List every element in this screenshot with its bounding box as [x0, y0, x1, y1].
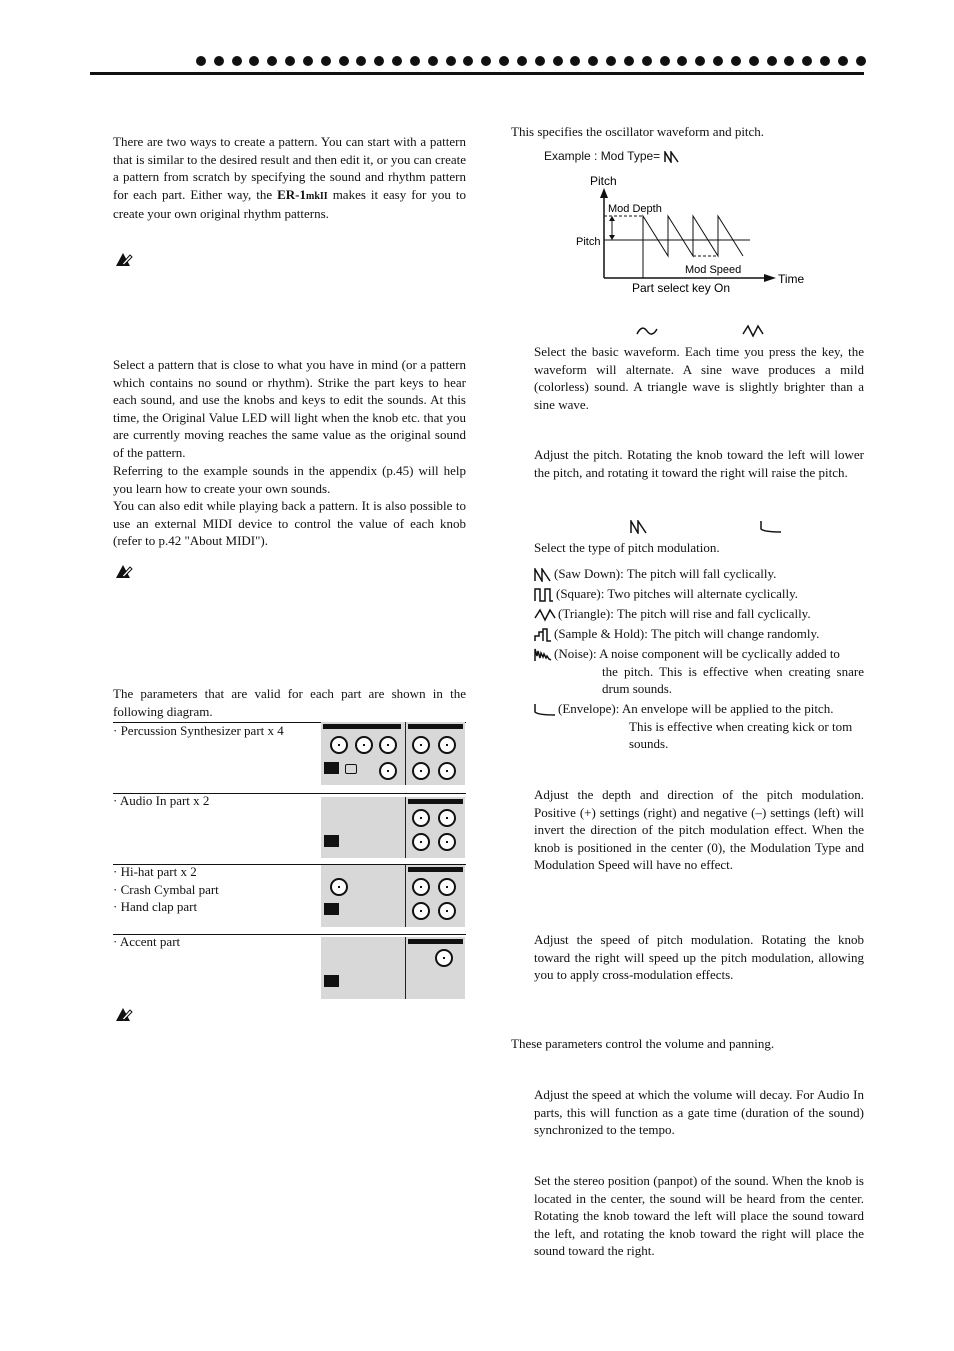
part-select-button [324, 975, 339, 987]
wave-button [324, 762, 339, 774]
header-dot [267, 56, 277, 66]
header-dot [695, 56, 705, 66]
pitch-axis-label: Pitch [590, 174, 617, 188]
wave-switch [345, 764, 357, 774]
edit-playback-paragraph: You can also edit while playing back a pattern. It is also possible to use an external MIDI device to control the value of each knob (refer to p.42 "About MIDI"). [113, 498, 466, 549]
audio-in-panel-diagram [321, 797, 465, 858]
decay-knob [412, 809, 430, 827]
header-dot [553, 56, 563, 66]
header-dot [428, 56, 438, 66]
oscillator-header [323, 724, 401, 729]
header-dot [606, 56, 616, 66]
header-dot [624, 56, 634, 66]
part-label-accent: · Accent part [113, 934, 181, 949]
mod-speed-label: Mod Speed [685, 264, 742, 276]
header-dot [642, 56, 652, 66]
time-axis-label: Time [778, 272, 805, 286]
referring-paragraph: Referring to the example sounds in the appendix (p.45) will help you learn how to create your own sounds. [113, 463, 466, 496]
header-dot [535, 56, 545, 66]
header-dot [392, 56, 402, 66]
pitch-modulation-graph [570, 170, 810, 300]
header-dot [303, 56, 313, 66]
amp-header [408, 867, 463, 872]
amp-header [408, 939, 463, 944]
mod-depth-label: Mod Depth [608, 203, 662, 215]
header-dot [856, 56, 866, 66]
example-label: Example : Mod Type= [544, 149, 680, 163]
warning-pen-icon [114, 250, 134, 268]
decay-knob [412, 878, 430, 896]
intro-paragraph: There are two ways to create a pattern. You can start with a pattern that is similar to the desired result and then edit it, or you can create a pattern from scratch by specifying the sound and rhythm pattern for each part. Either way, the ER-1mkII makes it easy for you to create your own original rhythm patterns. [113, 134, 466, 222]
header-dot [446, 56, 456, 66]
part-label-hihat: · Hi-hat part x 2 · Crash Cymbal part · Hand clap part [113, 864, 219, 915]
header-dot [784, 56, 794, 66]
part-select-button [324, 903, 339, 915]
sample-hold-icon [534, 628, 552, 642]
saw-down-icon [664, 151, 680, 163]
warning-pen-icon [114, 1005, 134, 1023]
pitch-level-label: Pitch [576, 236, 601, 248]
pan-knob [412, 762, 430, 780]
envelope-icon [534, 703, 556, 717]
header-dot [463, 56, 473, 66]
mod-type-paragraph: Select the type of pitch modulation. [534, 540, 720, 555]
header-dot [767, 56, 777, 66]
header-dot [713, 56, 723, 66]
warning-pen-icon [114, 562, 134, 580]
header-dot [410, 56, 420, 66]
header-dot [481, 56, 491, 66]
key-on-label: Part select key On [632, 281, 731, 295]
pan-paragraph: Set the stereo position (panpot) of the sound. When the knob is located in the center, the sound will be heard from the center. Rotating the knob toward the left will place the sound toward the left, and rotating the knob toward the right will place the sound toward the right. [534, 1173, 864, 1259]
level-knob [438, 878, 456, 896]
pitch-knob [330, 736, 348, 754]
header-dot [214, 56, 224, 66]
mod-speed-knob [379, 736, 397, 754]
part-select-button [324, 835, 339, 847]
mod-type-knob [379, 762, 397, 780]
parameters-paragraph: The parameters that are valid for each part are shown in the following diagram. [113, 686, 466, 719]
header-dot [285, 56, 295, 66]
header-dot [339, 56, 349, 66]
header-dot [321, 56, 331, 66]
level-knob [438, 736, 456, 754]
mod-type-item-saw: (Saw Down): The pitch will fall cyclically. [534, 565, 776, 583]
decay-knob [412, 736, 430, 754]
mod-depth-paragraph: Adjust the depth and direction of the pitch modulation. Positive (+) settings (right) and negative (–) settings (left) will invert the direction of the pitch modulation effect. When the knob is positioned in the center (0), the Modulation Type and Modulation Speed will have no effect. [534, 787, 864, 873]
select-pattern-paragraph: Select a pattern that is close to what you have in mind (or a pattern which contains no sound or rhythm). Strike the part keys to hear each sound, and use the knobs and keys to edit the sounds. At this time, the Original Value LED will light when the knob etc. that you are currently moving reaches the same value as the original sound of the pattern. [113, 357, 466, 460]
mod-type-item-sample-hold: (Sample & Hold): The pitch will change randomly. [534, 625, 819, 643]
header-dot [588, 56, 598, 66]
decay-paragraph: Adjust the speed at which the volume will decay. For Audio In parts, this will function as a gate time (duration of the sound) synchronized to the tempo. [534, 1087, 864, 1138]
product-name: ER-1 [277, 186, 307, 202]
triangle-icon [534, 608, 556, 622]
hihat-panel-diagram [321, 865, 465, 927]
mod-type-item-noise: (Noise): A noise component will be cyclically added to the pitch. This is effective when creating snare drum sounds. [534, 645, 864, 698]
percussion-panel-diagram [321, 722, 465, 785]
amp-header [408, 799, 463, 804]
header-dot [517, 56, 527, 66]
square-icon [534, 588, 554, 602]
product-suffix: mkII [306, 190, 328, 202]
noise-icon [534, 648, 552, 662]
mod-type-item-envelope: (Envelope): An envelope will be applied to the pitch. This is effective when creating kick or tom sounds. [534, 700, 864, 753]
amp-intro: These parameters control the volume and panning. [511, 1036, 775, 1051]
header-dot [731, 56, 741, 66]
pitch-knob [330, 878, 348, 896]
triangle-wave-icon [742, 324, 764, 338]
header-dot [499, 56, 509, 66]
header-dot [802, 56, 812, 66]
low-boost-knob [438, 833, 456, 851]
header-dot [570, 56, 580, 66]
accent-panel-diagram [321, 937, 465, 999]
mod-depth-knob [355, 736, 373, 754]
mod-type-item-triangle: (Triangle): The pitch will rise and fall cyclically. [534, 605, 811, 623]
header-dot [660, 56, 670, 66]
pan-knob [412, 902, 430, 920]
header-dot [356, 56, 366, 66]
sine-wave-icon [636, 324, 658, 338]
saw-down-icon [630, 520, 648, 534]
low-boost-knob [438, 762, 456, 780]
pan-knob [412, 833, 430, 851]
header-dot [232, 56, 242, 66]
oscillator-intro: This specifies the oscillator waveform and pitch. [511, 124, 765, 139]
header-rule [90, 72, 864, 75]
header-dot [820, 56, 830, 66]
header-dot [374, 56, 384, 66]
header-dot [196, 56, 206, 66]
header-dot [838, 56, 848, 66]
low-boost-knob [438, 902, 456, 920]
header-dot [677, 56, 687, 66]
mod-speed-paragraph: Adjust the speed of pitch modulation. Rotating the knob toward the right will speed up the pitch modulation, allowing you to apply cross-modulation effects. [534, 932, 864, 983]
part-label-percussion: · Percussion Synthesizer part x 4 [113, 723, 284, 738]
mod-type-item-square: (Square): Two pitches will alternate cyclically. [534, 585, 798, 603]
amp-header [408, 724, 463, 729]
pitch-paragraph: Adjust the pitch. Rotating the knob toward the left will lower the pitch, and rotating it toward the right will raise the pitch. [534, 447, 864, 480]
header-dot [749, 56, 759, 66]
header-dot [249, 56, 259, 66]
header-dot-row [196, 54, 866, 68]
waveform-paragraph: Select the basic waveform. Each time you press the key, the waveform will alternate. A sine wave produces a mild (colorless) sound. A triangle wave is slightly brighter than a sine wave. [534, 344, 864, 412]
part-label-audio-in: · Audio In part x 2 [113, 793, 210, 808]
saw-down-icon [534, 568, 552, 582]
level-knob [435, 949, 453, 967]
level-knob [438, 809, 456, 827]
envelope-icon [760, 520, 782, 534]
